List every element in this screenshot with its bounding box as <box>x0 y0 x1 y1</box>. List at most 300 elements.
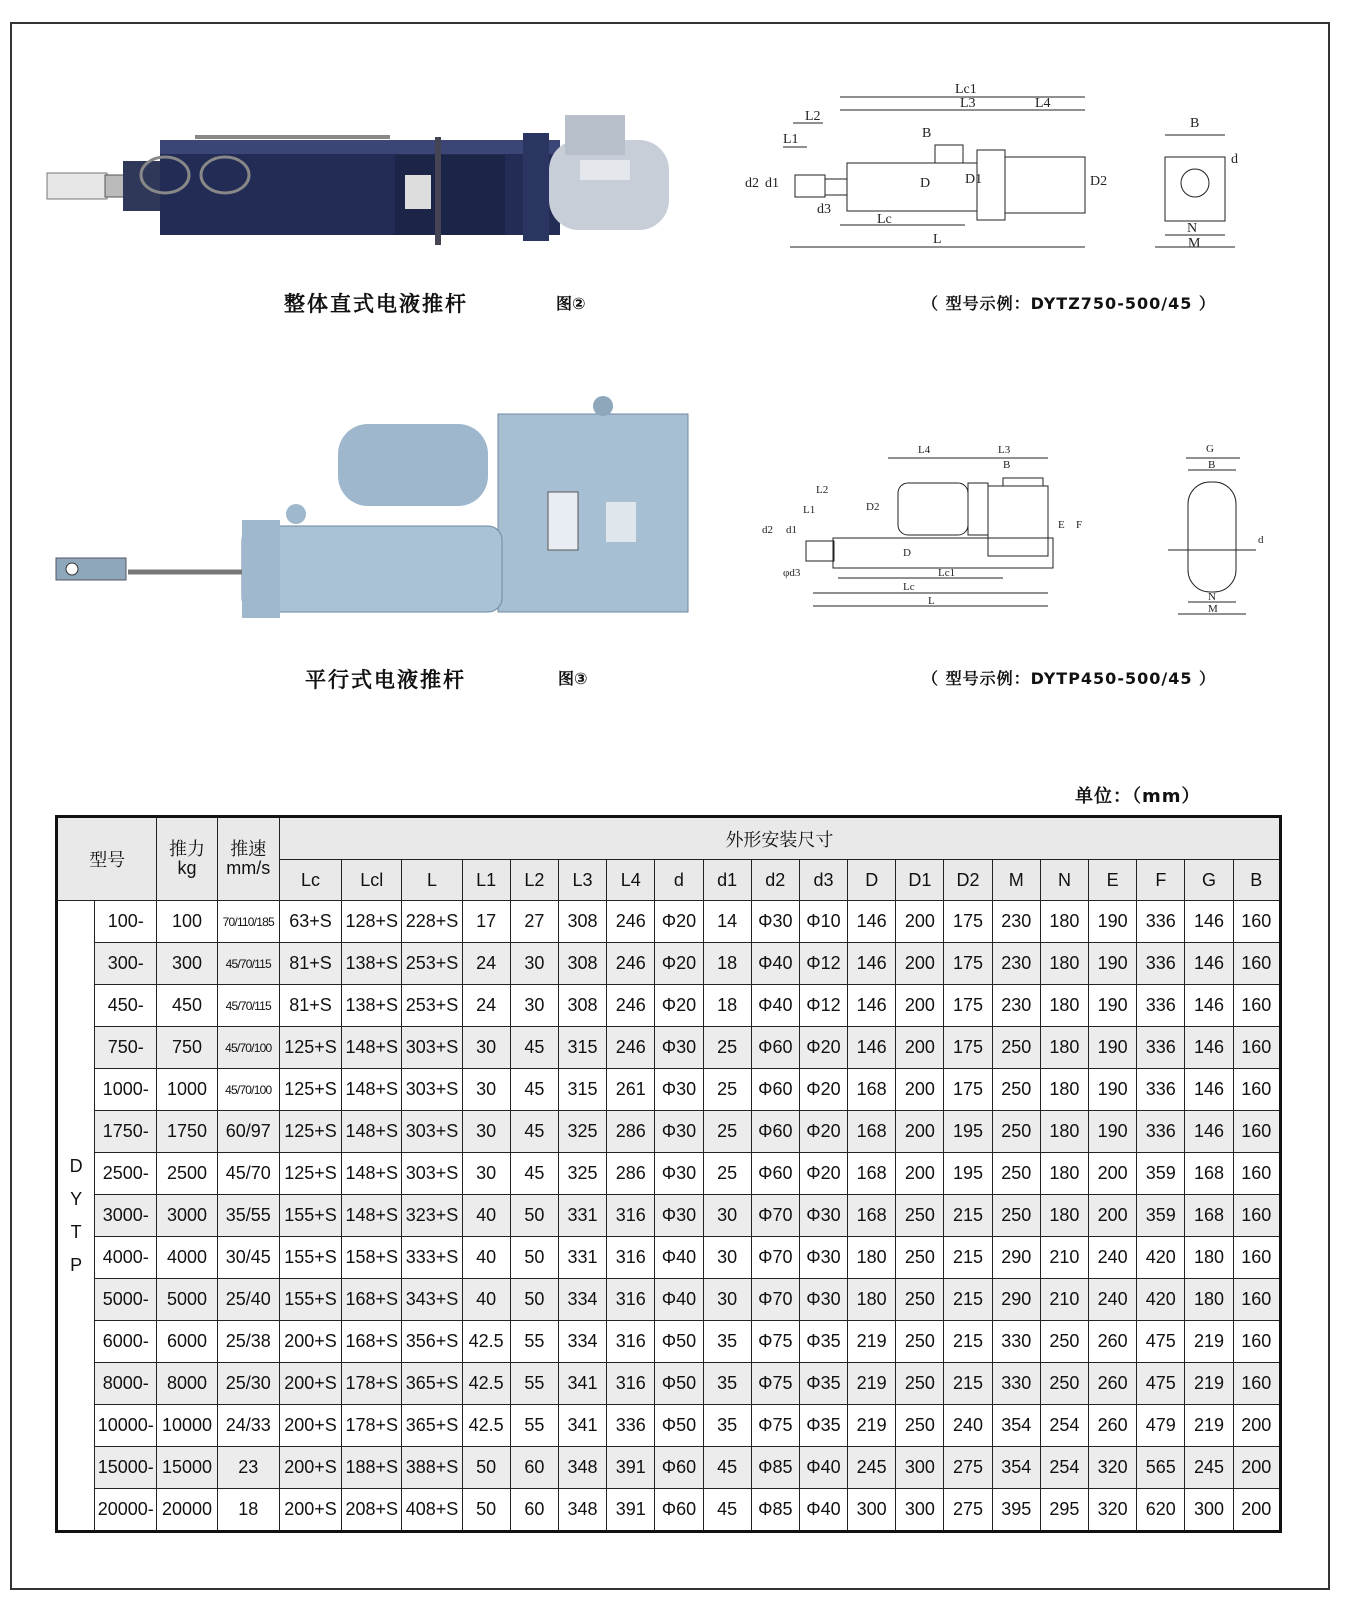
cell-speed: 60/97 <box>217 1111 279 1153</box>
cell-m: 250 <box>992 1027 1040 1069</box>
cell-g: 146 <box>1185 1111 1233 1153</box>
cell-l4: 316 <box>607 1363 655 1405</box>
cell-m: 230 <box>992 943 1040 985</box>
cell-g: 180 <box>1185 1237 1233 1279</box>
cell-d2: 240 <box>944 1405 992 1447</box>
table-row <box>57 1489 1281 1532</box>
cell-d1: 14 <box>703 901 751 943</box>
cell-force: 100 <box>157 901 217 943</box>
cell-d: Φ30 <box>655 1195 703 1237</box>
cell-l2: 60 <box>510 1447 558 1489</box>
cell-d2: 175 <box>944 985 992 1027</box>
cell-lcl: 148+S <box>342 1069 402 1111</box>
cell-g: 180 <box>1185 1279 1233 1321</box>
cell-d2: 275 <box>944 1489 992 1532</box>
cell-speed: 45/70 <box>217 1153 279 1195</box>
cell-d2: Φ70 <box>751 1195 799 1237</box>
cell-f: 336 <box>1137 943 1185 985</box>
cell-l3: 308 <box>558 943 606 985</box>
cell-d: Φ50 <box>655 1363 703 1405</box>
cell-l4: 246 <box>607 901 655 943</box>
header-force-label: 推力 <box>169 839 205 859</box>
table-row <box>57 1027 1281 1069</box>
cell-l1: 24 <box>462 943 510 985</box>
cell-m: 354 <box>992 1447 1040 1489</box>
cell-l: 323+S <box>402 1195 462 1237</box>
cell-m: 250 <box>992 1153 1040 1195</box>
cell-d: Φ20 <box>655 985 703 1027</box>
cell-lcl: 148+S <box>342 1195 402 1237</box>
cell-d2: 175 <box>944 901 992 943</box>
cell-m: 330 <box>992 1363 1040 1405</box>
cell-d2: 195 <box>944 1153 992 1195</box>
cell-m: 230 <box>992 901 1040 943</box>
cell-d1: 30 <box>703 1237 751 1279</box>
cell-d1: 250 <box>896 1405 944 1447</box>
cell-l: 228+S <box>402 901 462 943</box>
cell-b: 160 <box>1233 901 1280 943</box>
cell-e: 190 <box>1089 1027 1137 1069</box>
cell-lcl: 168+S <box>342 1279 402 1321</box>
cell-l2: 45 <box>510 1069 558 1111</box>
cell-l2: 50 <box>510 1279 558 1321</box>
cell-d2: Φ75 <box>751 1363 799 1405</box>
cell-model: 8000- <box>95 1363 157 1405</box>
series-letter: Y <box>70 1188 83 1209</box>
cell-d1: 250 <box>896 1321 944 1363</box>
header-dim-l3: L3 <box>558 860 606 901</box>
cell-model: 450- <box>95 985 157 1027</box>
cell-d1: 300 <box>896 1447 944 1489</box>
cell-d1: 45 <box>703 1489 751 1532</box>
table-row <box>57 1279 1281 1321</box>
cell-b: 160 <box>1233 1027 1280 1069</box>
cell-d: 168 <box>848 1195 896 1237</box>
dim-label-G: G <box>1206 443 1214 455</box>
cell-d1: 25 <box>703 1111 751 1153</box>
cell-d1: 30 <box>703 1195 751 1237</box>
cell-b: 200 <box>1233 1405 1280 1447</box>
cell-l: 388+S <box>402 1447 462 1489</box>
figure2-caption: 整体直式电液推杆 <box>284 292 468 316</box>
header-dim-l: L <box>402 860 462 901</box>
cell-lc: 63+S <box>279 901 341 943</box>
cell-force: 300 <box>157 943 217 985</box>
cell-d2: Φ40 <box>751 943 799 985</box>
cell-l3: 341 <box>558 1405 606 1447</box>
dim-label-B-side: B <box>1208 459 1216 471</box>
cell-lc: 200+S <box>279 1363 341 1405</box>
dim-label-L2: L2 <box>816 484 829 496</box>
cell-d1: 18 <box>703 943 751 985</box>
cell-g: 146 <box>1185 1027 1233 1069</box>
cell-d2: Φ40 <box>751 985 799 1027</box>
header-dim-d2: D2 <box>944 860 992 901</box>
cell-d3: Φ40 <box>799 1447 847 1489</box>
cell-d2: 175 <box>944 1069 992 1111</box>
cell-b: 160 <box>1233 1195 1280 1237</box>
cell-model: 6000- <box>95 1321 157 1363</box>
cell-b: 160 <box>1233 1069 1280 1111</box>
cell-d3: Φ20 <box>799 1027 847 1069</box>
cell-n: 180 <box>1040 1027 1088 1069</box>
cell-d2: Φ60 <box>751 1153 799 1195</box>
cell-d3: Φ20 <box>799 1153 847 1195</box>
dim-label-L3: L3 <box>998 444 1011 456</box>
cell-d: 168 <box>848 1153 896 1195</box>
cell-lc: 155+S <box>279 1195 341 1237</box>
cell-d2: Φ60 <box>751 1111 799 1153</box>
table-row <box>57 1405 1281 1447</box>
cell-n: 210 <box>1040 1237 1088 1279</box>
cell-l2: 45 <box>510 1153 558 1195</box>
dim-label-Lc: Lc <box>903 581 915 593</box>
cell-force: 450 <box>157 985 217 1027</box>
cell-d2: 175 <box>944 943 992 985</box>
cell-lcl: 138+S <box>342 985 402 1027</box>
cell-g: 168 <box>1185 1195 1233 1237</box>
cell-l3: 334 <box>558 1279 606 1321</box>
cell-force: 750 <box>157 1027 217 1069</box>
cell-f: 336 <box>1137 985 1185 1027</box>
cell-e: 260 <box>1089 1405 1137 1447</box>
dim-label-L1: L1 <box>803 504 816 516</box>
cell-e: 320 <box>1089 1447 1137 1489</box>
cell-d: 180 <box>848 1279 896 1321</box>
cell-force: 10000 <box>157 1405 217 1447</box>
cell-speed: 30/45 <box>217 1237 279 1279</box>
dim-label-M: M <box>1208 603 1218 615</box>
dim-label-D1: D1 <box>965 172 983 187</box>
cell-l4: 316 <box>607 1321 655 1363</box>
cell-b: 200 <box>1233 1489 1280 1532</box>
header-dim-lcl: Lcl <box>342 860 402 901</box>
cell-d3: Φ35 <box>799 1321 847 1363</box>
cell-lc: 81+S <box>279 985 341 1027</box>
cell-model: 300- <box>95 943 157 985</box>
cell-l3: 348 <box>558 1489 606 1532</box>
dim-label-B: B <box>1003 459 1011 471</box>
cell-b: 160 <box>1233 1153 1280 1195</box>
dim-label-d1: d1 <box>765 176 779 191</box>
figure2-number: 图② <box>556 294 586 313</box>
cell-d: 168 <box>848 1111 896 1153</box>
cell-n: 295 <box>1040 1489 1088 1532</box>
cell-l: 333+S <box>402 1237 462 1279</box>
cell-lc: 81+S <box>279 943 341 985</box>
header-dim-l2: L2 <box>510 860 558 901</box>
cell-lc: 125+S <box>279 1153 341 1195</box>
figure2-model-example: （ 型号示例：DYTZ750-500/45 ） <box>922 294 1216 313</box>
cell-l3: 308 <box>558 901 606 943</box>
cell-e: 190 <box>1089 985 1137 1027</box>
dim-label-Lc1: Lc1 <box>938 567 956 579</box>
cell-force: 5000 <box>157 1279 217 1321</box>
cell-l: 365+S <box>402 1363 462 1405</box>
header-force <box>157 817 217 901</box>
cell-f: 620 <box>1137 1489 1185 1532</box>
header-dim-l4: L4 <box>607 860 655 901</box>
cell-m: 250 <box>992 1195 1040 1237</box>
cell-l3: 325 <box>558 1153 606 1195</box>
header-dim-e: E <box>1089 860 1137 901</box>
cell-l1: 30 <box>462 1069 510 1111</box>
table-row <box>57 1321 1281 1363</box>
integral-pusher-drawing <box>735 75 1255 260</box>
cell-speed: 18 <box>217 1489 279 1532</box>
cell-d1: 200 <box>896 1027 944 1069</box>
cell-l: 365+S <box>402 1405 462 1447</box>
cell-b: 160 <box>1233 1279 1280 1321</box>
integral-pusher-photo <box>45 95 685 260</box>
cell-d2: Φ60 <box>751 1027 799 1069</box>
cell-n: 180 <box>1040 1195 1088 1237</box>
cell-d: 245 <box>848 1447 896 1489</box>
cell-model: 750- <box>95 1027 157 1069</box>
dim-label-L2: L2 <box>805 109 821 124</box>
header-dim-b: B <box>1233 860 1280 901</box>
cell-model: 4000- <box>95 1237 157 1279</box>
cell-d: Φ30 <box>655 1111 703 1153</box>
cell-model: 1000- <box>95 1069 157 1111</box>
cell-force: 8000 <box>157 1363 217 1405</box>
cell-model: 100- <box>95 901 157 943</box>
cell-d3: Φ35 <box>799 1363 847 1405</box>
table-row <box>57 901 1281 943</box>
series-letter: P <box>70 1254 83 1275</box>
cell-d: 146 <box>848 943 896 985</box>
cell-m: 230 <box>992 985 1040 1027</box>
table-row <box>57 985 1281 1027</box>
header-dim-d2: d2 <box>751 860 799 901</box>
dim-label-phi-d3: φd3 <box>783 567 801 579</box>
cell-l4: 246 <box>607 985 655 1027</box>
cell-d1: 35 <box>703 1405 751 1447</box>
cell-d1: 250 <box>896 1363 944 1405</box>
cell-speed: 25/38 <box>217 1321 279 1363</box>
cell-d2: 195 <box>944 1111 992 1153</box>
cell-d: 168 <box>848 1069 896 1111</box>
cell-l3: 308 <box>558 985 606 1027</box>
cell-f: 420 <box>1137 1279 1185 1321</box>
cell-l1: 30 <box>462 1027 510 1069</box>
cell-lcl: 128+S <box>342 901 402 943</box>
cell-n: 180 <box>1040 901 1088 943</box>
header-dim-d: d <box>655 860 703 901</box>
dim-label-N: N <box>1208 591 1216 603</box>
cell-model: 10000- <box>95 1405 157 1447</box>
cell-d1: 200 <box>896 1069 944 1111</box>
cell-l1: 24 <box>462 985 510 1027</box>
cell-d2: Φ30 <box>751 901 799 943</box>
cell-force: 2500 <box>157 1153 217 1195</box>
cell-l: 253+S <box>402 985 462 1027</box>
header-dim-n: N <box>1040 860 1088 901</box>
cell-d3: Φ35 <box>799 1405 847 1447</box>
cell-d: 180 <box>848 1237 896 1279</box>
dim-label-L: L <box>928 595 935 607</box>
header-dim-lc: Lc <box>279 860 341 901</box>
cell-l3: 315 <box>558 1069 606 1111</box>
dim-label-B: B <box>922 126 932 141</box>
header-speed-label: 推速 <box>230 839 267 859</box>
dim-label-d-side: d <box>1231 152 1238 167</box>
cell-model: 20000- <box>95 1489 157 1532</box>
header-dim-d1: d1 <box>703 860 751 901</box>
cell-n: 210 <box>1040 1279 1088 1321</box>
cell-m: 250 <box>992 1069 1040 1111</box>
cell-d1: 25 <box>703 1027 751 1069</box>
cell-force: 4000 <box>157 1237 217 1279</box>
cell-g: 300 <box>1185 1489 1233 1532</box>
cell-l1: 30 <box>462 1111 510 1153</box>
header-dim-l1: L1 <box>462 860 510 901</box>
cell-d1: 200 <box>896 943 944 985</box>
cell-d: Φ30 <box>655 1153 703 1195</box>
cell-f: 565 <box>1137 1447 1185 1489</box>
table-row <box>57 1153 1281 1195</box>
table-row <box>57 1195 1281 1237</box>
dim-label-Lc1: Lc1 <box>955 82 977 97</box>
cell-d3: Φ40 <box>799 1489 847 1532</box>
cell-g: 245 <box>1185 1447 1233 1489</box>
cell-d1: 250 <box>896 1237 944 1279</box>
cell-force: 1750 <box>157 1111 217 1153</box>
header-speed-unit: mm/s <box>226 858 271 878</box>
cell-l3: 331 <box>558 1195 606 1237</box>
cell-d2: 215 <box>944 1321 992 1363</box>
cell-l4: 261 <box>607 1069 655 1111</box>
cell-d2: Φ75 <box>751 1405 799 1447</box>
dim-label-E: E <box>1058 519 1065 531</box>
dim-label-L4: L4 <box>918 444 931 456</box>
cell-b: 200 <box>1233 1447 1280 1489</box>
cell-l1: 50 <box>462 1489 510 1532</box>
cell-l4: 336 <box>607 1405 655 1447</box>
cell-speed: 70/110/185 <box>217 901 279 943</box>
table-row <box>57 943 1281 985</box>
cell-l2: 45 <box>510 1027 558 1069</box>
header-speed <box>217 817 279 901</box>
dim-label-D: D <box>920 176 931 191</box>
cell-g: 219 <box>1185 1321 1233 1363</box>
cell-e: 200 <box>1089 1195 1137 1237</box>
cell-d: Φ40 <box>655 1237 703 1279</box>
cell-g: 146 <box>1185 985 1233 1027</box>
cell-l: 343+S <box>402 1279 462 1321</box>
cell-d1: 200 <box>896 901 944 943</box>
cell-d3: Φ30 <box>799 1195 847 1237</box>
cell-g: 146 <box>1185 1069 1233 1111</box>
cell-f: 336 <box>1137 1069 1185 1111</box>
cell-b: 160 <box>1233 1237 1280 1279</box>
cell-d2: Φ70 <box>751 1237 799 1279</box>
cell-l1: 40 <box>462 1237 510 1279</box>
figure3-number: 图③ <box>558 669 588 688</box>
cell-d1: 250 <box>896 1279 944 1321</box>
cell-speed: 45/70/100 <box>217 1027 279 1069</box>
unit-label: 单位：（mm） <box>1075 786 1201 807</box>
cell-g: 146 <box>1185 943 1233 985</box>
cell-lcl: 158+S <box>342 1237 402 1279</box>
cell-d2: 215 <box>944 1363 992 1405</box>
cell-g: 168 <box>1185 1153 1233 1195</box>
cell-b: 160 <box>1233 985 1280 1027</box>
dim-label-L3: L3 <box>960 96 976 111</box>
cell-l4: 316 <box>607 1195 655 1237</box>
cell-l2: 30 <box>510 943 558 985</box>
cell-e: 190 <box>1089 1111 1137 1153</box>
cell-l4: 246 <box>607 943 655 985</box>
header-dim-f: F <box>1137 860 1185 901</box>
cell-d1: 45 <box>703 1447 751 1489</box>
cell-d2: 215 <box>944 1195 992 1237</box>
cell-f: 336 <box>1137 1027 1185 1069</box>
cell-lcl: 148+S <box>342 1027 402 1069</box>
header-dimensions: 外形安装尺寸 <box>279 817 1280 860</box>
parallel-pusher-photo <box>48 392 698 632</box>
cell-lc: 200+S <box>279 1447 341 1489</box>
cell-d1: 18 <box>703 985 751 1027</box>
cell-l: 303+S <box>402 1027 462 1069</box>
cell-e: 260 <box>1089 1363 1137 1405</box>
cell-l4: 286 <box>607 1111 655 1153</box>
cell-f: 475 <box>1137 1363 1185 1405</box>
cell-n: 180 <box>1040 1111 1088 1153</box>
cell-lc: 125+S <box>279 1111 341 1153</box>
cell-d2: 275 <box>944 1447 992 1489</box>
cell-d3: Φ10 <box>799 901 847 943</box>
cell-d2: 215 <box>944 1279 992 1321</box>
cell-d2: 175 <box>944 1027 992 1069</box>
cell-m: 330 <box>992 1321 1040 1363</box>
cell-lc: 200+S <box>279 1321 341 1363</box>
header-force-unit: kg <box>177 858 197 878</box>
cell-e: 320 <box>1089 1489 1137 1532</box>
dim-label-D2: D2 <box>1090 174 1108 189</box>
cell-force: 20000 <box>157 1489 217 1532</box>
cell-f: 359 <box>1137 1195 1185 1237</box>
cell-d1: 35 <box>703 1321 751 1363</box>
dim-label-N: N <box>1187 221 1198 236</box>
cell-model: 5000- <box>95 1279 157 1321</box>
cell-lcl: 178+S <box>342 1405 402 1447</box>
cell-f: 359 <box>1137 1153 1185 1195</box>
dim-label-d: d <box>1258 534 1264 546</box>
cell-d: Φ40 <box>655 1279 703 1321</box>
cell-model: 2500- <box>95 1153 157 1195</box>
cell-d: 219 <box>848 1321 896 1363</box>
cell-model: 3000- <box>95 1195 157 1237</box>
cell-l2: 30 <box>510 985 558 1027</box>
dim-label-L: L <box>933 232 942 247</box>
cell-f: 336 <box>1137 1111 1185 1153</box>
dim-label-d3: d3 <box>817 202 831 217</box>
cell-speed: 45/70/115 <box>217 985 279 1027</box>
dim-label-L1: L1 <box>783 132 799 147</box>
cell-force: 6000 <box>157 1321 217 1363</box>
cell-force: 15000 <box>157 1447 217 1489</box>
cell-speed: 25/40 <box>217 1279 279 1321</box>
cell-l1: 42.5 <box>462 1321 510 1363</box>
cell-e: 240 <box>1089 1279 1137 1321</box>
series-letter: T <box>70 1221 82 1242</box>
cell-d: 146 <box>848 985 896 1027</box>
cell-m: 250 <box>992 1111 1040 1153</box>
cell-d3: Φ30 <box>799 1279 847 1321</box>
cell-l3: 348 <box>558 1447 606 1489</box>
cell-n: 250 <box>1040 1363 1088 1405</box>
